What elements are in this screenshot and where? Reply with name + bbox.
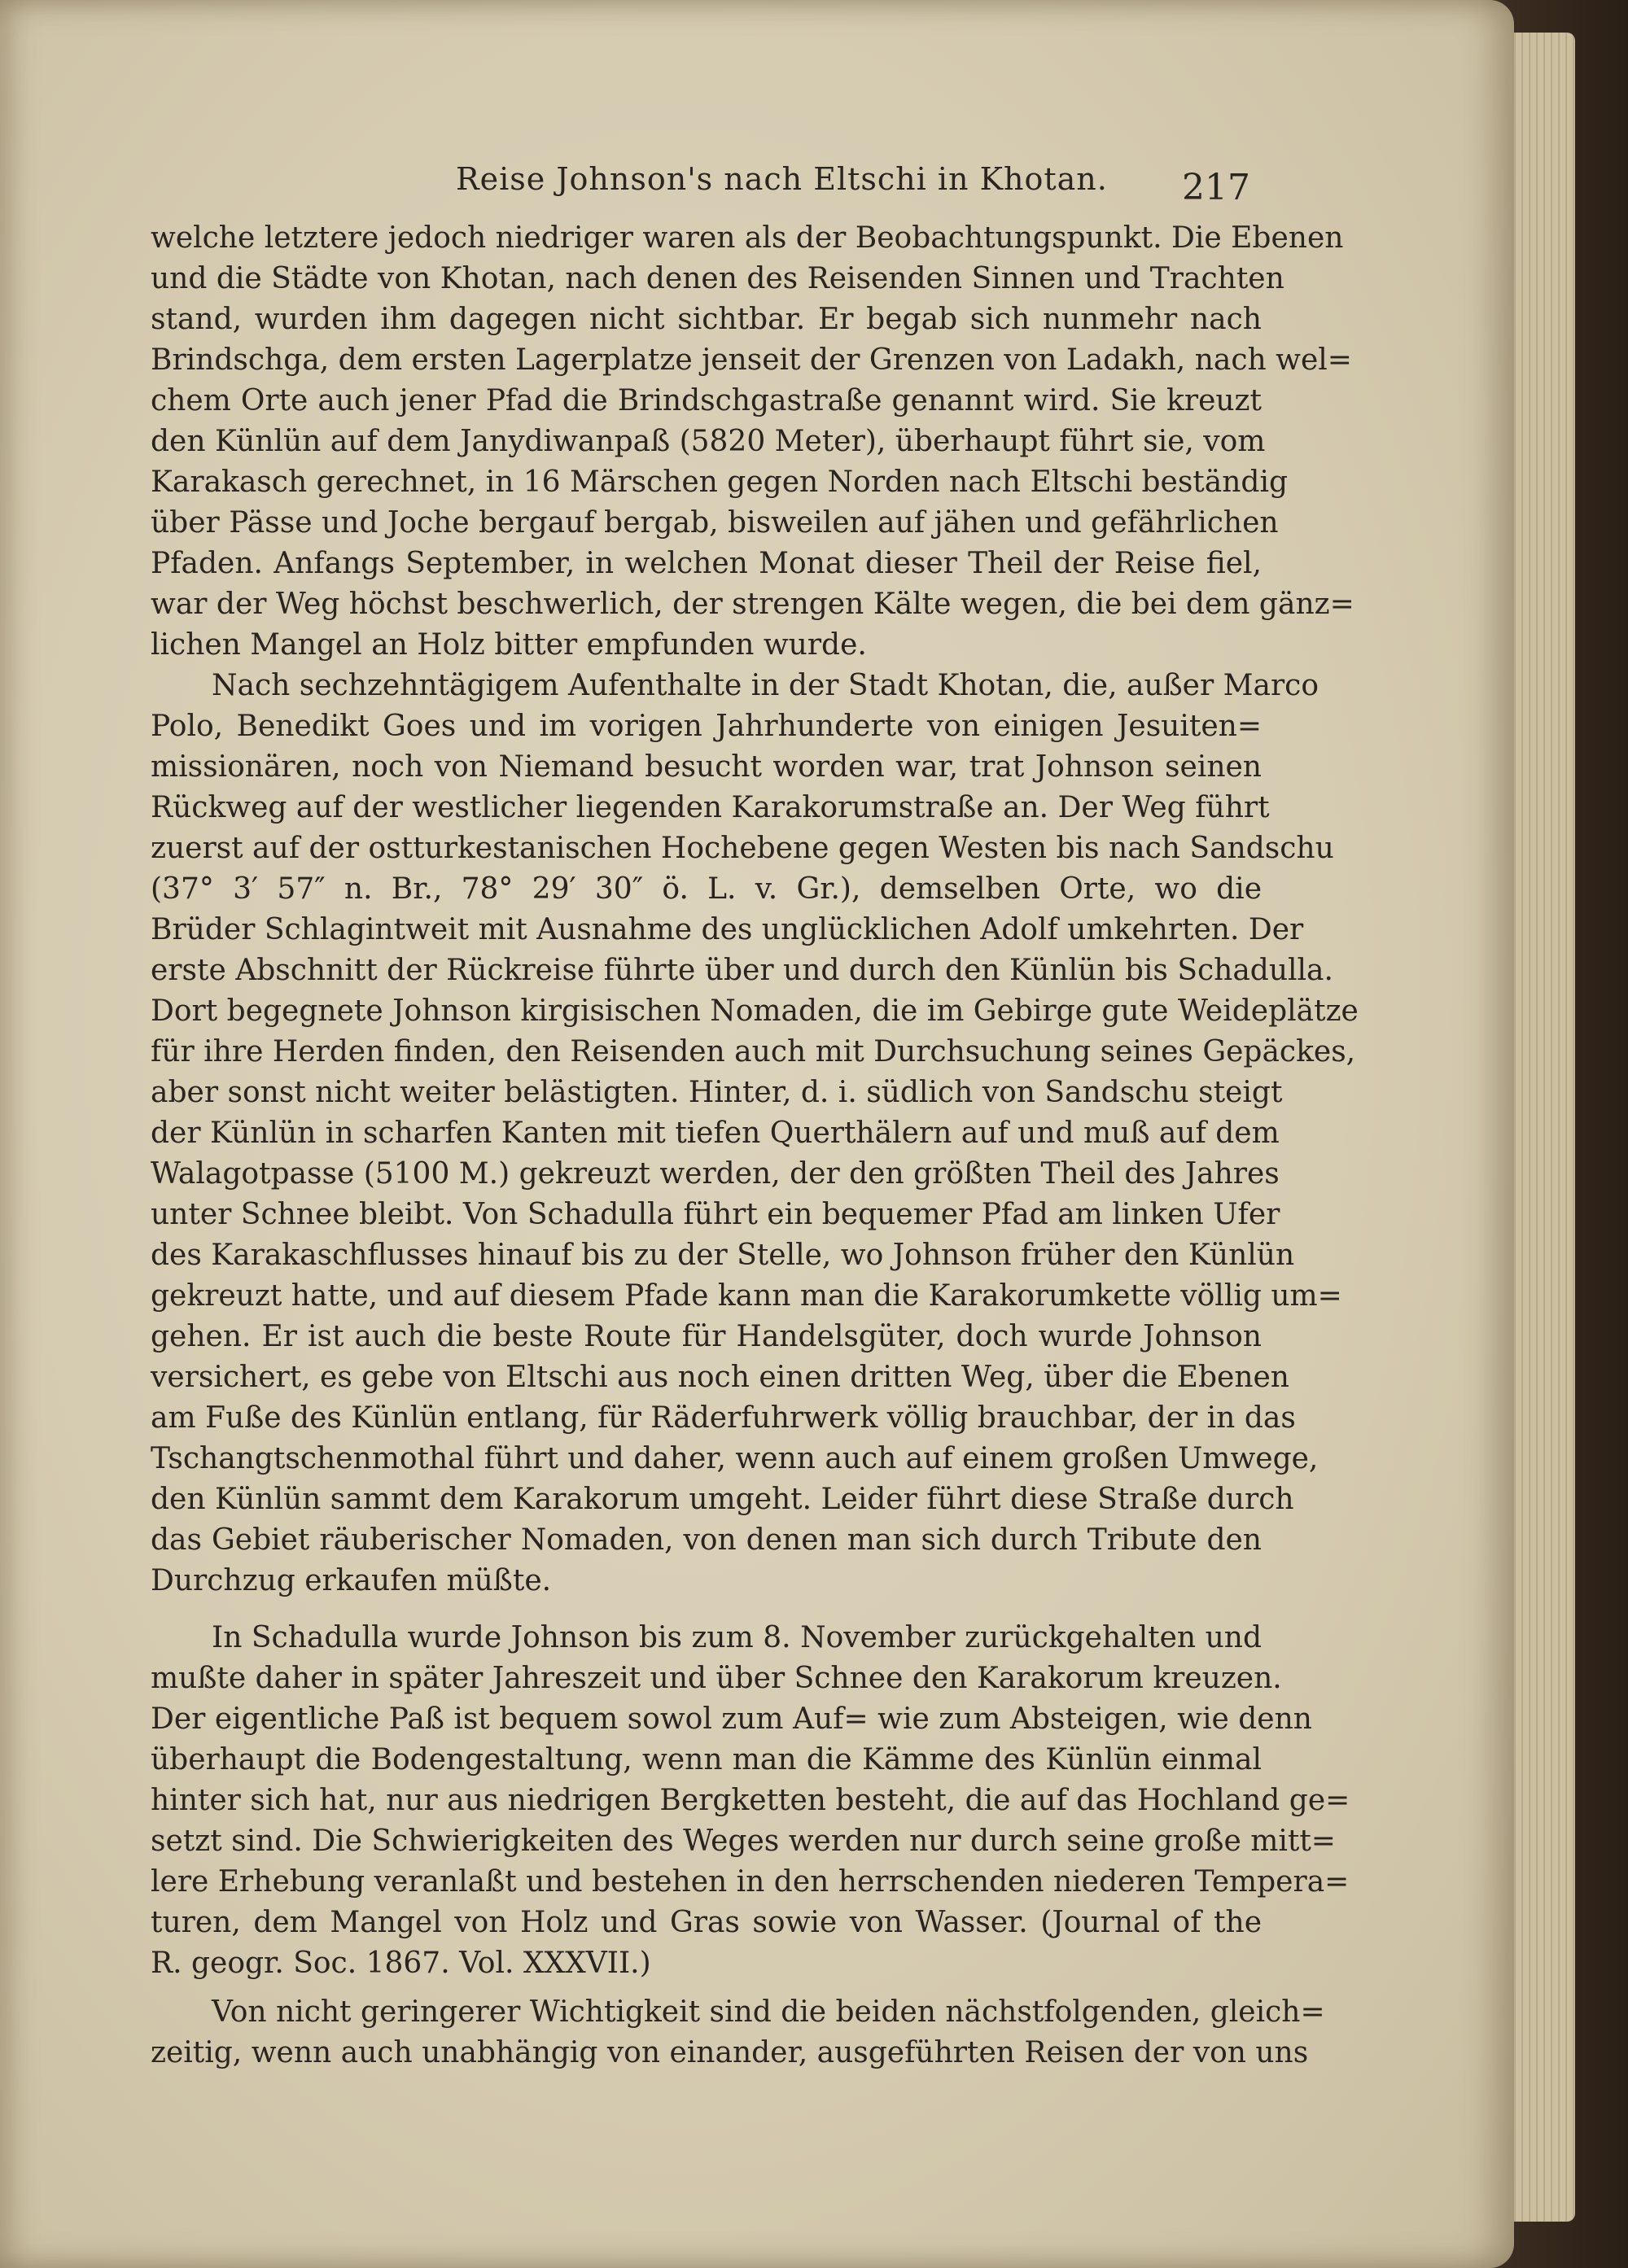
text-line: über Pässe und Joche bergauf bergab, bisweilen auf jähen und gefährlichen	[151, 506, 1279, 540]
text-line: lere Erhebung veranlaßt und bestehen in den herrschenden niederen Tempera=	[151, 1865, 1350, 1899]
text-line: Polo, Benedikt Goes und im vorigen Jahrhunderte von einigen Jesuiten=	[151, 710, 1262, 743]
text-line: gehen. Er ist auch die beste Route für Handelsgüter, doch wurde Johnson	[151, 1320, 1262, 1353]
text-line: versichert, es gebe von Eltschi aus noch einen dritten Weg, über die Ebenen	[151, 1361, 1289, 1394]
text-line: gekreuzt hatte, und auf diesem Pfade kann man die Karakorumkette völlig um=	[151, 1279, 1342, 1313]
text-line: überhaupt die Bodengestaltung, wenn man die Kämme des Künlün einmal	[151, 1743, 1262, 1776]
text-line: und die Städte von Khotan, nach denen des Reisenden Sinnen und Trachten	[151, 262, 1284, 295]
text-line: Walagotpasse (5100 M.) gekreuzt werden, der den größten Theil des Jahres	[151, 1157, 1280, 1191]
text-line: das Gebiet räuberischer Nomaden, von denen man sich durch Tribute den	[151, 1523, 1262, 1557]
running-head: Reise Johnson's nach Eltschi in Khotan.	[456, 161, 1108, 197]
text-line: Tschangtschenmothal führt und daher, wenn auch auf einem großen Umwege,	[151, 1442, 1319, 1475]
text-line: für ihre Herden finden, den Reisenden auch mit Durchsuchung seines Gepäckes,	[151, 1035, 1356, 1068]
text-line: missionären, noch von Niemand besucht worden war, trat Johnson seinen	[151, 750, 1262, 784]
text-line: Karakasch gerechnet, in 16 Märschen gegen Norden nach Eltschi beständig	[151, 465, 1289, 499]
text-line: mußte daher in später Jahreszeit und über Schnee den Karakorum kreuzen.	[151, 1662, 1282, 1695]
text-line: Brindschga, dem ersten Lagerplatze jenseit der Grenzen von Ladakh, nach wel=	[151, 343, 1352, 377]
text-line: Nach sechzehntägigem Aufenthalte in der Stadt Khotan, die, außer Marco	[212, 669, 1319, 702]
text-line: chem Orte auch jener Pfad die Brindschgastraße genannt wird. Sie kreuzt	[151, 384, 1262, 417]
text-line: des Karakaschflusses hinauf bis zu der Stelle, wo Johnson früher den Künlün	[151, 1239, 1295, 1272]
text-line: In Schadulla wurde Johnson bis zum 8. November zurückgehalten und	[212, 1621, 1262, 1654]
text-line: Brüder Schlagintweit mit Ausnahme des unglücklichen Adolf umkehrten. Der	[151, 913, 1304, 946]
text-line: setzt sind. Die Schwierigkeiten des Weges werden nur durch seine große mitt=	[151, 1824, 1336, 1858]
text-line: Dort begegnete Johnson kirgisischen Nomaden, die im Gebirge gute Weideplätze	[151, 994, 1359, 1028]
text-line: der Künlün in scharfen Kanten mit tiefen Querthälern auf und muß auf dem	[151, 1117, 1280, 1150]
text-line: Pfaden. Anfangs September, in welchen Monat dieser Theil der Reise fiel,	[151, 547, 1262, 580]
text-line: Rückweg auf der westlicher liegenden Karakorumstraße an. Der Weg führt	[151, 791, 1270, 824]
text-line: Der eigentliche Paß ist bequem sowol zum Auf= wie zum Absteigen, wie denn	[151, 1702, 1312, 1736]
page-number: 217	[1182, 167, 1250, 208]
text-line: zeitig, wenn auch unabhängig von einander, ausgeführten Reisen der von uns	[151, 2036, 1309, 2069]
text-line: R. geogr. Soc. 1867. Vol. XXXVII.)	[151, 1947, 651, 1980]
text-line: hinter sich hat, nur aus niedrigen Bergketten besteht, die auf das Hochland ge=	[151, 1784, 1350, 1817]
text-line: lichen Mangel an Holz bitter empfunden wurde.	[151, 628, 867, 662]
text-line: unter Schnee bleibt. Von Schadulla führt ein bequemer Pfad am linken Ufer	[151, 1198, 1280, 1231]
text-line: aber sonst nicht weiter belästigten. Hinter, d. i. südlich von Sandschu steigt	[151, 1076, 1283, 1109]
text-line: Von nicht geringerer Wichtigkeit sind die beiden nächstfolgenden, gleich=	[212, 1995, 1325, 2029]
text-line: Durchzug erkaufen müßte.	[151, 1564, 552, 1597]
text-line: am Fuße des Künlün entlang, für Räderfuhrwerk völlig brauchbar, der in das	[151, 1401, 1296, 1435]
text-line: (37° 3′ 57″ n. Br., 78° 29′ 30″ ö. L. v. Gr.), demselben Orte, wo die	[151, 872, 1262, 906]
text-line: turen, dem Mangel von Holz und Gras sowie von Wasser. (Journal of the	[151, 1906, 1262, 1939]
text-line: erste Abschnitt der Rückreise führte über und durch den Künlün bis Schadulla.	[151, 954, 1333, 987]
text-line: den Künlün auf dem Janydiwanpaß (5820 Meter), überhaupt führt sie, vom	[151, 425, 1266, 458]
text-line: zuerst auf der ostturkestanischen Hochebene gegen Westen bis nach Sandschu	[151, 832, 1334, 865]
text-line: welche letztere jedoch niedriger waren als der Beobachtungspunkt. Die Ebenen	[151, 221, 1344, 255]
text-line: den Künlün sammt dem Karakorum umgeht. Leider führt diese Straße durch	[151, 1483, 1294, 1516]
text-line: war der Weg höchst beschwerlich, der strengen Kälte wegen, die bei dem gänz=	[151, 588, 1354, 621]
text-line: stand, wurden ihm dagegen nicht sichtbar. Er begab sich nunmehr nach	[151, 303, 1262, 336]
